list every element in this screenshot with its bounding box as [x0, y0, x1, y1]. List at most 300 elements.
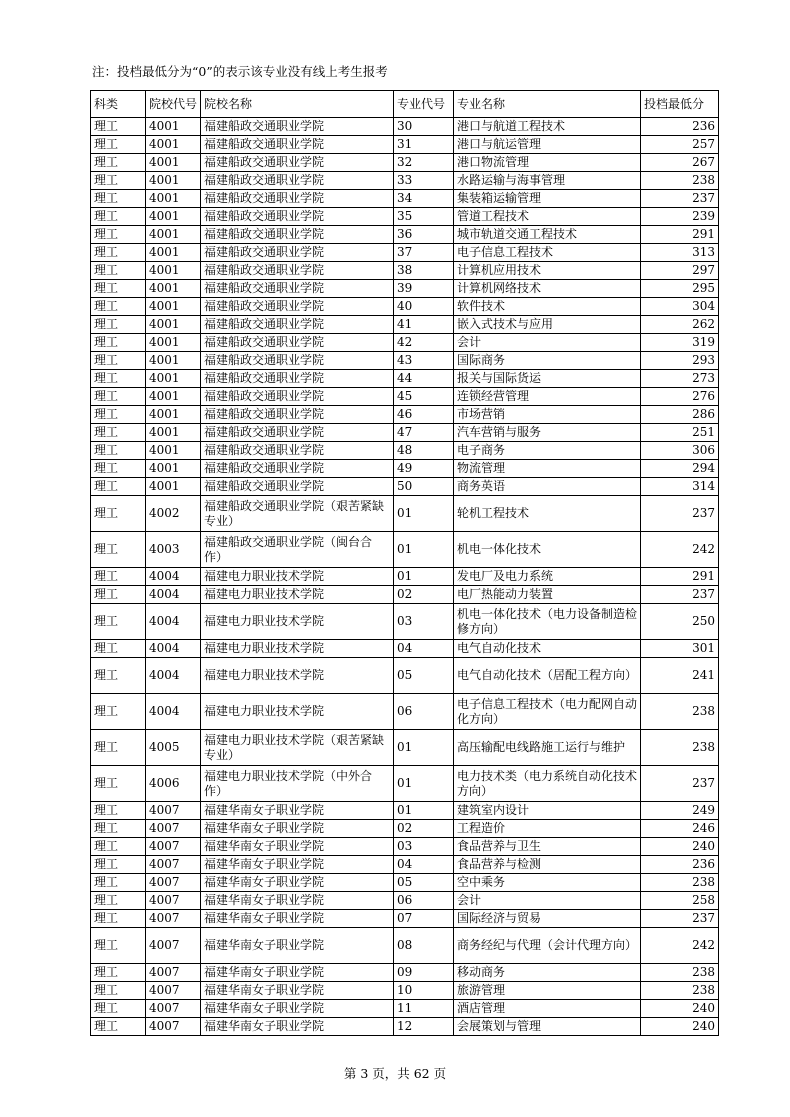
cell-major-code: 33	[394, 172, 454, 190]
table-row	[91, 586, 719, 604]
cell-school-code: 4001	[146, 190, 201, 208]
cell-school-code: 4004	[146, 586, 201, 604]
table-row	[91, 172, 719, 190]
cell-major-code: 41	[394, 316, 454, 334]
cell-min-score: 240	[641, 1018, 719, 1036]
cell-major-code: 05	[394, 658, 454, 694]
cell-school-name: 福建华南女子职业学院	[201, 892, 394, 910]
cell-school-code: 4004	[146, 694, 201, 730]
cell-school-code: 4007	[146, 856, 201, 874]
cell-school-code: 4003	[146, 532, 201, 568]
cell-school-code: 4007	[146, 838, 201, 856]
cell-category: 理工	[91, 982, 146, 1000]
cell-min-score: 294	[641, 460, 719, 478]
cell-school-name: 福建华南女子职业学院	[201, 856, 394, 874]
cell-major-name: 电厂热能动力装置	[454, 586, 641, 604]
cell-major-name: 国际经济与贸易	[454, 910, 641, 928]
cell-min-score: 238	[641, 874, 719, 892]
cell-major-name: 集装箱运输管理	[454, 190, 641, 208]
cell-school-name: 福建华南女子职业学院	[201, 802, 394, 820]
cell-min-score: 238	[641, 694, 719, 730]
cell-school-name: 福建船政交通职业学院	[201, 316, 394, 334]
cell-min-score: 241	[641, 658, 719, 694]
cell-school-code: 4001	[146, 478, 201, 496]
cell-major-code: 44	[394, 370, 454, 388]
cell-school-name: 福建船政交通职业学院	[201, 136, 394, 154]
cell-major-code: 10	[394, 982, 454, 1000]
cell-school-code: 4001	[146, 262, 201, 280]
cell-major-name: 港口物流管理	[454, 154, 641, 172]
cell-min-score: 314	[641, 478, 719, 496]
cell-category: 理工	[91, 460, 146, 478]
cell-major-code: 34	[394, 190, 454, 208]
table-row	[91, 262, 719, 280]
table-row	[91, 190, 719, 208]
cell-school-name: 福建华南女子职业学院	[201, 928, 394, 964]
cell-school-code: 4004	[146, 604, 201, 640]
cell-category: 理工	[91, 190, 146, 208]
cell-category: 理工	[91, 874, 146, 892]
cell-major-code: 12	[394, 1018, 454, 1036]
cell-school-name: 福建电力职业技术学院	[201, 640, 394, 658]
cell-school-name: 福建船政交通职业学院（艰苦紧缺专业）	[201, 496, 394, 532]
cell-major-code: 03	[394, 604, 454, 640]
cell-school-name: 福建电力职业技术学院	[201, 604, 394, 640]
table-row	[91, 874, 719, 892]
cell-major-name: 机电一体化技术	[454, 532, 641, 568]
cell-major-code: 03	[394, 838, 454, 856]
cell-school-name: 福建华南女子职业学院	[201, 1000, 394, 1018]
cell-school-name: 福建船政交通职业学院	[201, 118, 394, 136]
table-row	[91, 694, 719, 730]
cell-school-code: 4001	[146, 280, 201, 298]
table-row	[91, 802, 719, 820]
table-row	[91, 370, 719, 388]
cell-category: 理工	[91, 424, 146, 442]
table-row	[91, 892, 719, 910]
cell-major-name: 电气自动化技术（居配工程方向）	[454, 658, 641, 694]
cell-school-code: 4007	[146, 820, 201, 838]
cell-school-name: 福建船政交通职业学院	[201, 154, 394, 172]
cell-category: 理工	[91, 172, 146, 190]
table-row	[91, 118, 719, 136]
cell-min-score: 297	[641, 262, 719, 280]
cell-school-name: 福建华南女子职业学院	[201, 820, 394, 838]
cell-school-name: 福建电力职业技术学院	[201, 586, 394, 604]
cell-category: 理工	[91, 208, 146, 226]
cell-major-name: 发电厂及电力系统	[454, 568, 641, 586]
cell-major-code: 37	[394, 244, 454, 262]
cell-major-name: 电子信息工程技术	[454, 244, 641, 262]
cell-min-score: 237	[641, 766, 719, 802]
cell-major-name: 轮机工程技术	[454, 496, 641, 532]
table-row	[91, 208, 719, 226]
cell-school-name: 福建电力职业技术学院	[201, 658, 394, 694]
cell-school-code: 4004	[146, 640, 201, 658]
cell-category: 理工	[91, 892, 146, 910]
table-row	[91, 496, 719, 532]
cell-min-score: 313	[641, 244, 719, 262]
cell-school-name: 福建船政交通职业学院（闽台合作）	[201, 532, 394, 568]
cell-school-code: 4007	[146, 802, 201, 820]
cell-major-name: 物流管理	[454, 460, 641, 478]
cell-min-score: 301	[641, 640, 719, 658]
cell-school-name: 福建船政交通职业学院	[201, 280, 394, 298]
cell-min-score: 238	[641, 964, 719, 982]
cell-school-code: 4001	[146, 208, 201, 226]
cell-school-name: 福建华南女子职业学院	[201, 964, 394, 982]
cell-major-code: 04	[394, 856, 454, 874]
cell-school-code: 4001	[146, 334, 201, 352]
cell-min-score: 238	[641, 982, 719, 1000]
cell-school-code: 4007	[146, 982, 201, 1000]
table-row	[91, 856, 719, 874]
cell-major-code: 09	[394, 964, 454, 982]
cell-major-code: 46	[394, 406, 454, 424]
table-row	[91, 154, 719, 172]
table-header-row	[91, 91, 719, 118]
cell-min-score: 267	[641, 154, 719, 172]
table-row	[91, 352, 719, 370]
cell-min-score: 293	[641, 352, 719, 370]
cell-major-code: 30	[394, 118, 454, 136]
cell-major-name: 电气自动化技术	[454, 640, 641, 658]
cell-min-score: 276	[641, 388, 719, 406]
cell-major-code: 36	[394, 226, 454, 244]
cell-major-code: 04	[394, 640, 454, 658]
cell-school-name: 福建船政交通职业学院	[201, 388, 394, 406]
cell-major-name: 机电一体化技术（电力设备制造检修方向）	[454, 604, 641, 640]
cell-category: 理工	[91, 226, 146, 244]
cell-major-name: 电子信息工程技术（电力配网自动化方向）	[454, 694, 641, 730]
cell-school-code: 4001	[146, 424, 201, 442]
cell-major-code: 01	[394, 730, 454, 766]
cell-category: 理工	[91, 136, 146, 154]
cell-major-name: 商务英语	[454, 478, 641, 496]
cell-major-name: 港口与航运管理	[454, 136, 641, 154]
cell-school-code: 4007	[146, 874, 201, 892]
cell-category: 理工	[91, 316, 146, 334]
cell-min-score: 238	[641, 730, 719, 766]
cell-school-name: 福建电力职业技术学院	[201, 694, 394, 730]
page-footer: 第 3 页，共 62 页	[343, 1066, 447, 1081]
cell-category: 理工	[91, 280, 146, 298]
cell-min-score: 249	[641, 802, 719, 820]
cell-school-name: 福建华南女子职业学院	[201, 982, 394, 1000]
cell-school-name: 福建船政交通职业学院	[201, 208, 394, 226]
cell-school-name: 福建船政交通职业学院	[201, 370, 394, 388]
cell-major-name: 计算机应用技术	[454, 262, 641, 280]
cell-major-name: 会展策划与管理	[454, 1018, 641, 1036]
cell-major-name: 计算机网络技术	[454, 280, 641, 298]
cell-school-code: 4001	[146, 388, 201, 406]
cell-min-score: 237	[641, 586, 719, 604]
cell-school-code: 4004	[146, 568, 201, 586]
header-major-name: 专业名称	[454, 91, 641, 118]
cell-major-name: 酒店管理	[454, 1000, 641, 1018]
cell-min-score: 239	[641, 208, 719, 226]
cell-min-score: 237	[641, 910, 719, 928]
table-row	[91, 136, 719, 154]
cell-category: 理工	[91, 568, 146, 586]
cell-category: 理工	[91, 694, 146, 730]
cell-major-name: 会计	[454, 892, 641, 910]
table-row	[91, 298, 719, 316]
cell-school-code: 4001	[146, 460, 201, 478]
cell-category: 理工	[91, 442, 146, 460]
cell-min-score: 273	[641, 370, 719, 388]
cell-category: 理工	[91, 604, 146, 640]
cell-major-name: 港口与航道工程技术	[454, 118, 641, 136]
cell-major-code: 05	[394, 874, 454, 892]
cell-category: 理工	[91, 370, 146, 388]
cell-school-code: 4001	[146, 244, 201, 262]
cell-major-code: 40	[394, 298, 454, 316]
cell-category: 理工	[91, 406, 146, 424]
cell-major-name: 软件技术	[454, 298, 641, 316]
cell-school-name: 福建船政交通职业学院	[201, 442, 394, 460]
cell-major-code: 50	[394, 478, 454, 496]
cell-major-name: 商务经纪与代理（会计代理方向）	[454, 928, 641, 964]
cell-school-code: 4001	[146, 226, 201, 244]
cell-min-score: 242	[641, 928, 719, 964]
cell-category: 理工	[91, 532, 146, 568]
cell-major-code: 48	[394, 442, 454, 460]
table-row	[91, 1018, 719, 1036]
cell-category: 理工	[91, 964, 146, 982]
cell-major-code: 49	[394, 460, 454, 478]
cell-category: 理工	[91, 910, 146, 928]
cell-major-name: 城市轨道交通工程技术	[454, 226, 641, 244]
cell-major-name: 水路运输与海事管理	[454, 172, 641, 190]
cell-school-code: 4001	[146, 406, 201, 424]
cell-major-name: 国际商务	[454, 352, 641, 370]
cell-school-name: 福建船政交通职业学院	[201, 262, 394, 280]
cell-school-code: 4001	[146, 172, 201, 190]
cell-min-score: 304	[641, 298, 719, 316]
cell-min-score: 291	[641, 226, 719, 244]
cell-school-name: 福建华南女子职业学院	[201, 874, 394, 892]
cell-min-score: 237	[641, 496, 719, 532]
cell-school-code: 4007	[146, 1000, 201, 1018]
cell-school-name: 福建船政交通职业学院	[201, 190, 394, 208]
cell-school-name: 福建电力职业技术学院（艰苦紧缺专业）	[201, 730, 394, 766]
table-row	[91, 226, 719, 244]
cell-major-code: 45	[394, 388, 454, 406]
table-row	[91, 1000, 719, 1018]
cell-min-score: 291	[641, 568, 719, 586]
cell-major-name: 高压输配电线路施工运行与维护	[454, 730, 641, 766]
cell-major-name: 食品营养与卫生	[454, 838, 641, 856]
cell-major-name: 嵌入式技术与应用	[454, 316, 641, 334]
table-row	[91, 406, 719, 424]
cell-major-code: 01	[394, 568, 454, 586]
cell-min-score: 238	[641, 172, 719, 190]
cell-major-code: 02	[394, 586, 454, 604]
table-row	[91, 568, 719, 586]
cell-min-score: 246	[641, 820, 719, 838]
cell-school-name: 福建船政交通职业学院	[201, 460, 394, 478]
header-school-name: 院校名称	[201, 91, 394, 118]
cell-min-score: 295	[641, 280, 719, 298]
table-row	[91, 244, 719, 262]
cell-major-name: 移动商务	[454, 964, 641, 982]
cell-min-score: 236	[641, 118, 719, 136]
cell-major-code: 01	[394, 532, 454, 568]
cell-major-code: 43	[394, 352, 454, 370]
cell-category: 理工	[91, 1000, 146, 1018]
cell-category: 理工	[91, 496, 146, 532]
cell-school-code: 4001	[146, 118, 201, 136]
cell-category: 理工	[91, 118, 146, 136]
table-row	[91, 730, 719, 766]
cell-major-code: 31	[394, 136, 454, 154]
cell-category: 理工	[91, 766, 146, 802]
cell-category: 理工	[91, 262, 146, 280]
cell-category: 理工	[91, 244, 146, 262]
table-row	[91, 640, 719, 658]
cell-major-name: 空中乘务	[454, 874, 641, 892]
cell-school-code: 4001	[146, 442, 201, 460]
cell-min-score: 286	[641, 406, 719, 424]
cell-category: 理工	[91, 856, 146, 874]
cell-major-code: 01	[394, 766, 454, 802]
cell-school-code: 4001	[146, 136, 201, 154]
cell-major-name: 汽车营销与服务	[454, 424, 641, 442]
cell-major-code: 02	[394, 820, 454, 838]
cell-category: 理工	[91, 802, 146, 820]
header-school-code: 院校代号	[146, 91, 201, 118]
cell-major-code: 01	[394, 802, 454, 820]
cell-major-name: 电力技术类（电力系统自动化技术方向）	[454, 766, 641, 802]
cell-category: 理工	[91, 1018, 146, 1036]
table-row	[91, 442, 719, 460]
cell-category: 理工	[91, 730, 146, 766]
cell-major-name: 工程造价	[454, 820, 641, 838]
cell-major-code: 06	[394, 892, 454, 910]
table-row	[91, 766, 719, 802]
cell-school-code: 4002	[146, 496, 201, 532]
header-min-score: 投档最低分	[641, 91, 719, 118]
cell-school-code: 4006	[146, 766, 201, 802]
cell-school-name: 福建船政交通职业学院	[201, 478, 394, 496]
cell-major-code: 06	[394, 694, 454, 730]
cell-category: 理工	[91, 154, 146, 172]
cell-major-name: 连锁经营管理	[454, 388, 641, 406]
cell-school-code: 4007	[146, 1018, 201, 1036]
cell-school-code: 4007	[146, 892, 201, 910]
table-row	[91, 280, 719, 298]
cell-school-code: 4001	[146, 298, 201, 316]
cell-major-code: 47	[394, 424, 454, 442]
cell-min-score: 257	[641, 136, 719, 154]
table-note: 注：投档最低分为“0”的表示该专业没有线上考生报考	[92, 64, 388, 79]
cell-school-code: 4001	[146, 352, 201, 370]
cell-school-code: 4007	[146, 928, 201, 964]
table-row	[91, 532, 719, 568]
cell-school-name: 福建电力职业技术学院	[201, 568, 394, 586]
cell-school-code: 4004	[146, 658, 201, 694]
cell-major-name: 报关与国际货运	[454, 370, 641, 388]
cell-school-name: 福建华南女子职业学院	[201, 838, 394, 856]
cell-category: 理工	[91, 928, 146, 964]
cell-min-score: 236	[641, 856, 719, 874]
cell-school-name: 福建船政交通职业学院	[201, 244, 394, 262]
table-row	[91, 604, 719, 640]
cell-school-name: 福建船政交通职业学院	[201, 226, 394, 244]
cell-category: 理工	[91, 838, 146, 856]
table-row	[91, 658, 719, 694]
table-row	[91, 964, 719, 982]
cell-school-name: 福建华南女子职业学院	[201, 1018, 394, 1036]
cell-min-score: 251	[641, 424, 719, 442]
cell-category: 理工	[91, 388, 146, 406]
cell-major-name: 市场营销	[454, 406, 641, 424]
cell-major-code: 42	[394, 334, 454, 352]
cell-category: 理工	[91, 820, 146, 838]
cell-major-code: 07	[394, 910, 454, 928]
cell-major-name: 会计	[454, 334, 641, 352]
cell-school-name: 福建电力职业技术学院（中外合作）	[201, 766, 394, 802]
cell-major-code: 39	[394, 280, 454, 298]
cell-category: 理工	[91, 658, 146, 694]
table-row	[91, 928, 719, 964]
cell-category: 理工	[91, 298, 146, 316]
cell-school-code: 4007	[146, 964, 201, 982]
table-row	[91, 388, 719, 406]
table-row	[91, 334, 719, 352]
table-row	[91, 820, 719, 838]
cell-category: 理工	[91, 352, 146, 370]
cell-major-name: 建筑室内设计	[454, 802, 641, 820]
cell-major-name: 旅游管理	[454, 982, 641, 1000]
cell-min-score: 240	[641, 838, 719, 856]
cell-school-name: 福建华南女子职业学院	[201, 910, 394, 928]
cell-min-score: 240	[641, 1000, 719, 1018]
table-row	[91, 910, 719, 928]
cell-major-code: 38	[394, 262, 454, 280]
cell-major-code: 35	[394, 208, 454, 226]
cell-major-name: 食品营养与检测	[454, 856, 641, 874]
table-row	[91, 838, 719, 856]
cell-category: 理工	[91, 586, 146, 604]
cell-major-name: 电子商务	[454, 442, 641, 460]
cell-major-code: 08	[394, 928, 454, 964]
table-row	[91, 982, 719, 1000]
cell-min-score: 319	[641, 334, 719, 352]
cell-school-code: 4001	[146, 316, 201, 334]
cell-major-name: 管道工程技术	[454, 208, 641, 226]
cell-school-code: 4007	[146, 910, 201, 928]
header-category: 科类	[91, 91, 146, 118]
table-row	[91, 478, 719, 496]
cell-school-name: 福建船政交通职业学院	[201, 172, 394, 190]
cell-school-code: 4001	[146, 370, 201, 388]
cell-school-code: 4001	[146, 154, 201, 172]
table-row	[91, 316, 719, 334]
cell-school-name: 福建船政交通职业学院	[201, 424, 394, 442]
cell-min-score: 262	[641, 316, 719, 334]
header-major-code: 专业代号	[394, 91, 454, 118]
cell-school-name: 福建船政交通职业学院	[201, 352, 394, 370]
cell-school-code: 4005	[146, 730, 201, 766]
cell-major-code: 01	[394, 496, 454, 532]
admission-score-table	[90, 90, 719, 1036]
cell-min-score: 237	[641, 190, 719, 208]
cell-major-code: 32	[394, 154, 454, 172]
table-row	[91, 424, 719, 442]
cell-category: 理工	[91, 478, 146, 496]
